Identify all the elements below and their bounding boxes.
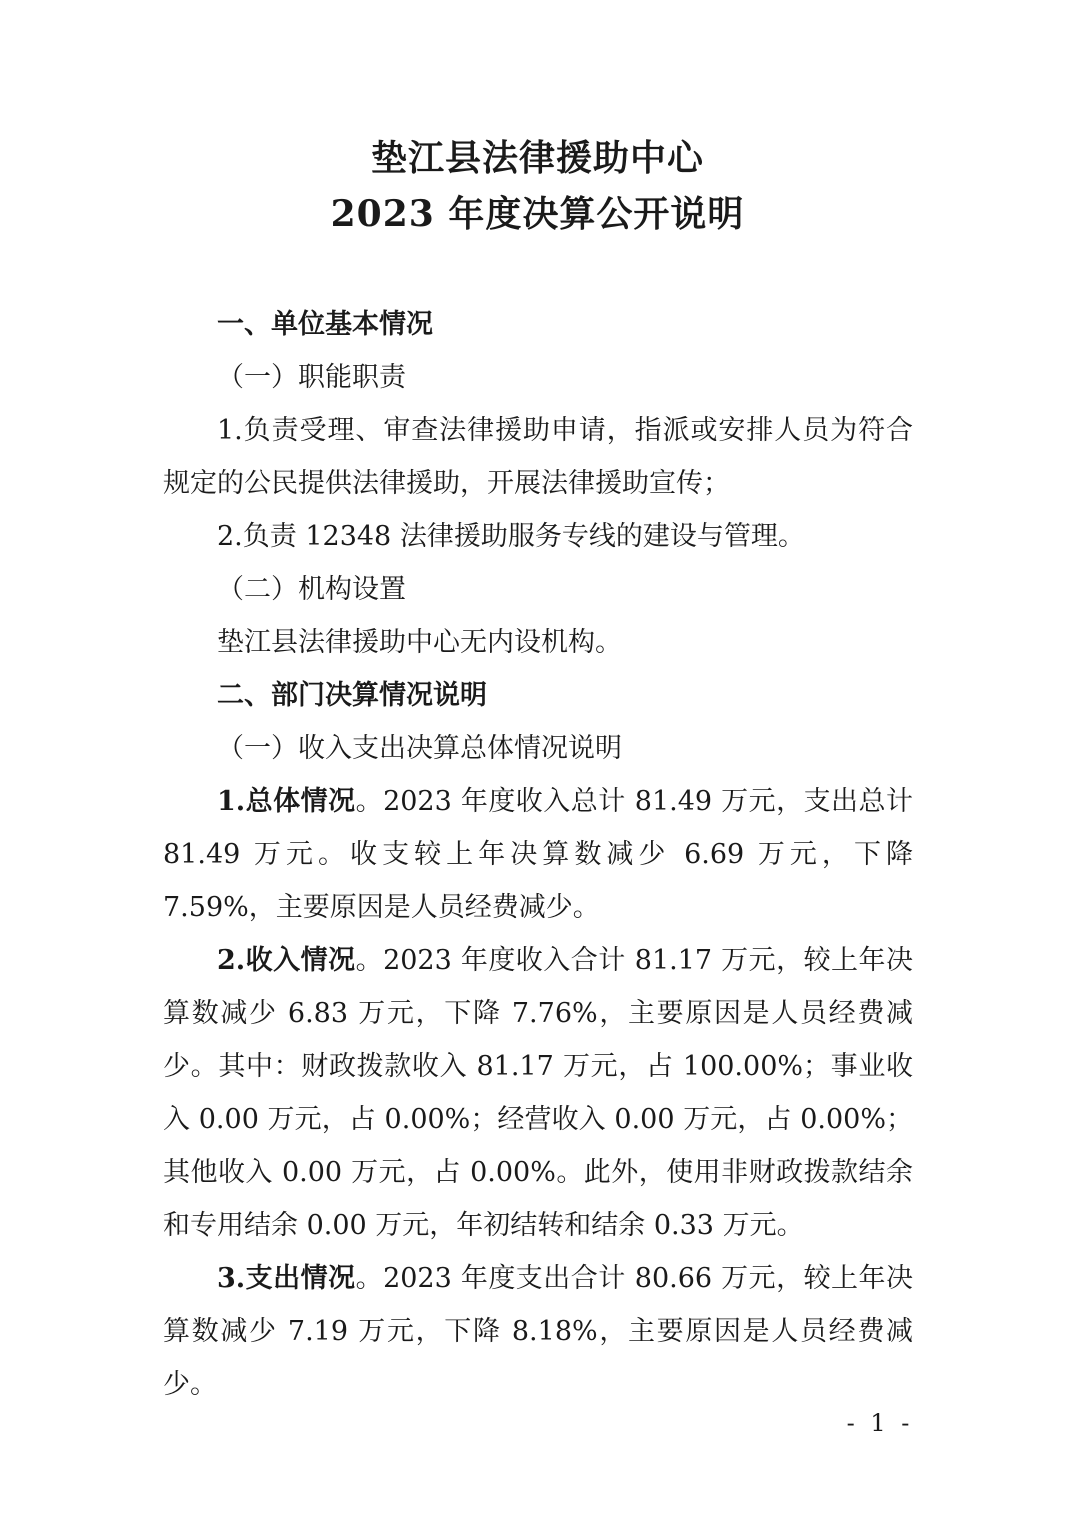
paragraph-overall-text: 。2023 年度收入总计 81.49 万元，支出总计 81.49 万元。收支较上年决算数减少 6.69 万元，下降 7.59%，主要原因是人员经费减少。 bbox=[163, 786, 914, 923]
paragraph-income-lead: 2.收入情况 bbox=[217, 945, 356, 976]
paragraph-function-2: 2.负责 12348 法律援助服务专线的建设与管理。 bbox=[217, 521, 805, 552]
subsection-heading-functions: （一）职能职责 bbox=[217, 362, 406, 393]
paragraph-expenditure-text: 。2023 年度支出合计 80.66 万元，较上年决算数减少 7.19 万元，下降 8.18%，主要原因是人员经费减少。 bbox=[163, 1263, 914, 1400]
section-heading-unit-basics: 一、单位基本情况 bbox=[217, 309, 433, 340]
paragraph-income-text: 。2023 年度收入合计 81.17 万元，较上年决算数减少 6.83 万元，下降 7.76%，主要原因是人员经费减少。其中：财政拨款收入 81.17 万元，占 100.00%；事业收入 0.00 万元，占 0.00%；经营收入 0.00 万元，占 0.00%；其他收入 0.00 万元，占 0.00%。此外，使用非财政拨款结余和专用结余 0.00 万元，年初结转和结余 0.33 万元。 bbox=[163, 945, 914, 1241]
paragraph-income bbox=[163, 934, 913, 1252]
page-number: - 1 - bbox=[846, 1409, 914, 1437]
paragraph-organization: 垫江县法律援助中心无内设机构。 bbox=[217, 627, 622, 658]
subsection-heading-overall: （一）收入支出决算总体情况说明 bbox=[217, 733, 622, 764]
document-title-line2: 2023 年度决算公开说明 bbox=[330, 193, 745, 235]
paragraph-overall bbox=[163, 775, 913, 934]
section-heading-final-accounts: 二、部门决算情况说明 bbox=[217, 680, 487, 711]
paragraph-overall-lead: 1.总体情况 bbox=[217, 786, 356, 817]
paragraph-expenditure-lead: 3.支出情况 bbox=[217, 1263, 356, 1294]
paragraph-function-1: 1.负责受理、审查法律援助申请，指派或安排人员为符合规定的公民提供法律援助，开展法律援助宣传； bbox=[163, 415, 913, 499]
paragraph-expenditure bbox=[163, 1252, 913, 1411]
subsection-heading-organization: （二）机构设置 bbox=[217, 574, 406, 605]
document-body bbox=[163, 298, 913, 1411]
document-title-line1: 垫江县法律援助中心 bbox=[370, 137, 704, 179]
